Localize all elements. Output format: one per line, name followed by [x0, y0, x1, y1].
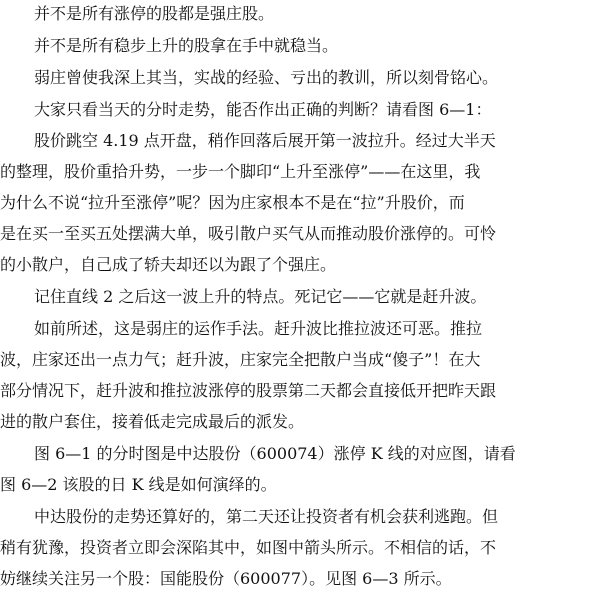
text-line: 是在买一至买五处摆满大单，吸引散户买气从而推动股价涨停的。可怜 [0, 224, 497, 243]
text-line: 波，庄家还出一点力气；赶升波，庄家完全把散户当成“傻子”！在大 [0, 350, 481, 369]
text-line: 图 6—2 该股的日 K 线是如何演绎的。 [0, 475, 277, 494]
text-line: 的小散户，自己成了轿夫却还以为跟了个强庄。 [0, 255, 337, 274]
text-line: 如前所述，这是弱庄的运作手法。赶升波比推拉波还可恶。推拉 [34, 319, 483, 338]
text-line: 并不是所有稳步上升的股拿在手中就稳当。 [34, 36, 339, 55]
text-line: 弱庄曾使我深上其当，实战的经验、亏出的教训，所以刻骨铭心。 [34, 68, 499, 87]
text-line: 大家只看当天的分时走势，能否作出正确的判断？请看图 6—1： [34, 100, 492, 119]
text-line: 为什么不说“拉升至涨停”呢？因为庄家根本不是在“拉”升股价，而 [0, 193, 465, 212]
text-line: 股价跳空 4.19 点开盘，稍作回落后展开第一波拉升。经过大半天 [34, 131, 496, 150]
text-line: 记住直线 2 之后这一波上升的特点。死记它——它就是赶升波。 [34, 287, 487, 306]
text-line: 稍有犹豫，投资者立即会深陷其中，如图中箭头所示。不相信的话，不 [0, 538, 497, 557]
text-line: 图 6—1 的分时图是中达股份（600074）涨停 K 线的对应图，请看 [34, 444, 516, 463]
text-line: 中达股份的走势还算好的，第二天还让投资者有机会获利逃跑。但 [34, 507, 499, 526]
text-line: 并不是所有涨停的股都是强庄股。 [34, 4, 275, 23]
text-line: 进的散户套住，接着低走完成最后的派发。 [0, 412, 305, 431]
text-line: 的整理，股价重拾升势，一步一个脚印“上升至涨停”——在这里，我 [0, 162, 481, 181]
text-line: 妨继续关注另一个股：国能股份（600077）。见图 6—3 所示。 [0, 569, 452, 588]
text-line: 部分情况下，赶升波和推拉波涨停的股票第二天都会直接低开把昨天跟 [0, 381, 497, 400]
